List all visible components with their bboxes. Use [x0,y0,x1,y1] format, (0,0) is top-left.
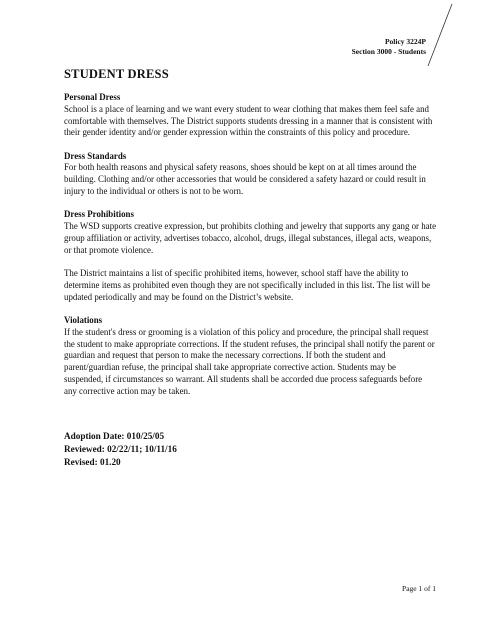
section-heading: Dress Prohibitions [64,209,134,220]
section-personal-dress [64,92,436,139]
document-title: STUDENT DRESS [64,67,169,81]
section-violations [64,315,436,398]
section-heading: Dress Standards [64,150,127,161]
revised-date: Revised: 01.20 [64,457,121,467]
paragraph: School is a place of learning and we want every student to wear clothing that makes them feel safe and comfortable with themselves. The District supports students dressing in a manner that is consistent with their gender identity and/or gender expression within the constraints of this policy and procedure. [64,103,433,138]
section-label: Section 3000 - Students [351,47,426,56]
paragraph: The District maintains a list of specific prohibited items, however, school staff have the ability to determine items as prohibited even though they are not specifically included in this list. The list will be updated periodically and may be found on the District’s website. [64,268,431,302]
section-dress-prohibitions [64,209,436,303]
policy-dates [64,430,177,469]
section-heading: Personal Dress [64,92,121,102]
section-dress-standards [64,151,436,198]
policy-number: Policy 3224P [384,37,426,46]
policy-body [64,92,436,409]
paragraph: For both health reasons and physical safety reasons, shoes should be kept on at all times around the building. Clothing and/or other accessories that would be considered a safety hazard or could result in injury to the individual or others is not to be worn. [64,162,426,197]
paragraph: The WSD supports creative expression, but prohibits clothing and jewelry that supports any gang or hate group affiliation or activity, advertises tobacco, alcohol, drugs, illegal substances, illegal acts, weapons, or that promote violence. [64,221,437,255]
policy-header [352,37,426,57]
adoption-date: Adoption Date: 010/25/05 [64,431,165,441]
section-heading: Violations [64,314,103,325]
reviewed-dates: Reviewed: 02/22/11; 10/11/16 [64,444,177,454]
paragraph: If the student's dress or grooming is a violation of this policy and procedure, the principal shall request the student to make appropriate corrections. If the student refuses, the principal shall notify the parent or guardian and request that person to make the necessary corrections. If both the student and parent/guardian refuse, the principal shall take appropriate corrective action. Students may be suspended, if circumstances so warrant. All students shall be accorded due process safeguards before any corrective action may be taken. [64,326,435,396]
page-number: Page 1 of 1 [402,584,436,593]
